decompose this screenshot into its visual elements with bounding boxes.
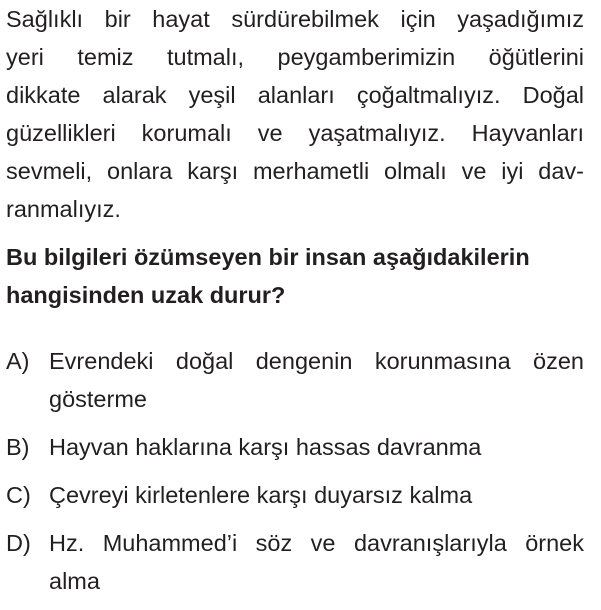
option-b[interactable]: [6, 428, 584, 466]
option-a[interactable]: [6, 342, 584, 418]
passage-line: dikkate alarak yeşil alanları çoğaltmalıyız. Doğal: [6, 82, 584, 108]
passage-line: yeri temiz tutmalı, peygamberimizin öğütlerini: [6, 44, 584, 70]
option-c[interactable]: [6, 476, 584, 514]
option-letter: C): [6, 482, 31, 508]
passage-line: güzellikleri korumalı ve yaşatmalıyız. Hayvanları: [6, 120, 584, 146]
option-text: Çevreyi kirletenlere karşı duyarsız kalma: [49, 482, 473, 508]
answer-options: [6, 342, 584, 600]
option-text: gösterme: [49, 386, 147, 412]
passage-line: sevmeli, onlara karşı merhametli olmalı ve iyi dav-: [6, 158, 584, 184]
option-d[interactable]: [6, 524, 584, 600]
passage-text: [6, 0, 584, 228]
option-letter: D): [6, 530, 31, 556]
option-text: Hz. Muhammed’i söz ve davranışlarıyla örnek: [49, 530, 584, 556]
question-line: Bu bilgileri özümseyen bir insan aşağıdakilerin: [6, 244, 530, 270]
question-page: [6, 0, 584, 610]
option-text: Evrendeki doğal dengenin korunmasına özen: [49, 348, 584, 374]
passage-line: Sağlıklı bir hayat sürdürebilmek için yaşadığımız: [6, 6, 584, 32]
option-letter: B): [6, 434, 30, 460]
passage-line: ranmalıyız.: [6, 196, 121, 222]
question-line: hangisinden uzak durur?: [6, 282, 286, 308]
option-text: alma: [49, 568, 100, 594]
option-text: Hayvan haklarına karşı hassas davranma: [49, 434, 482, 460]
option-letter: A): [6, 348, 30, 374]
question-stem: [6, 238, 584, 314]
